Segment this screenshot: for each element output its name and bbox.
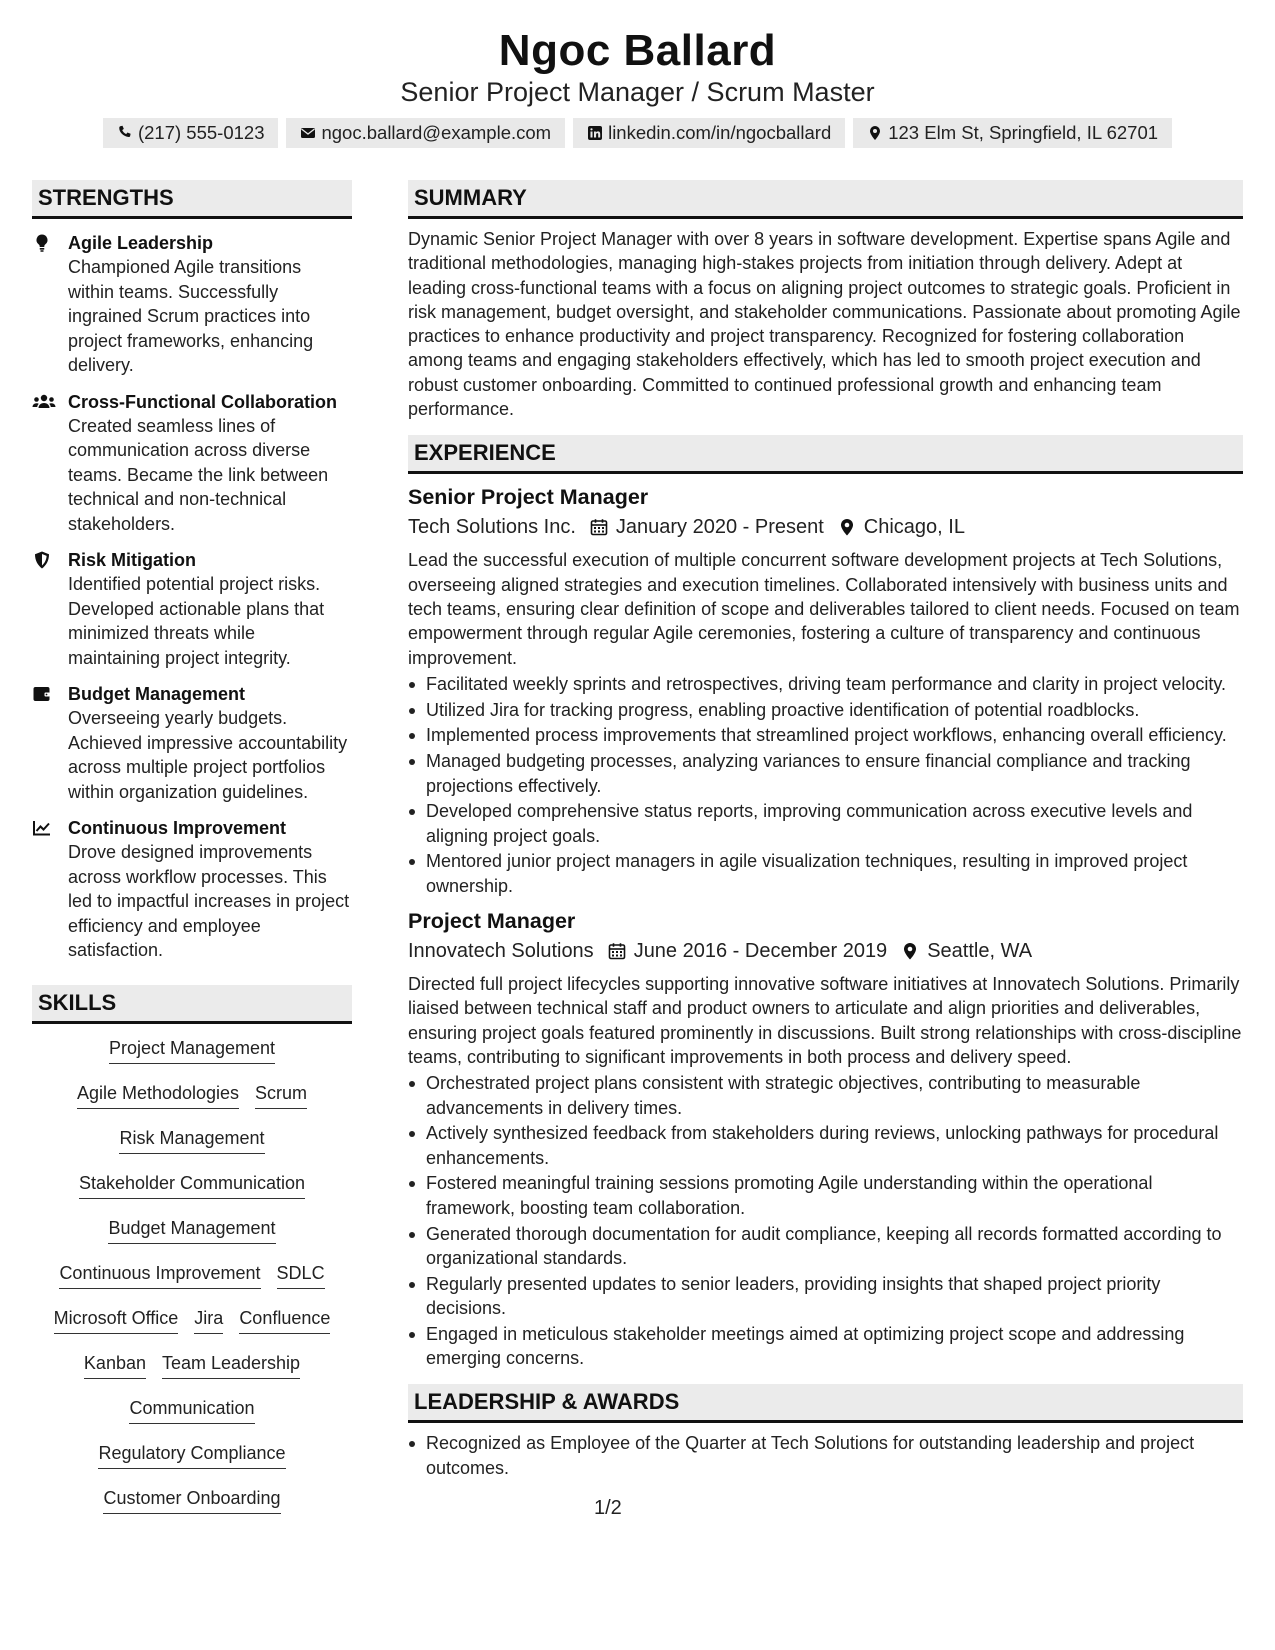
skill-tag: Team Leadership	[162, 1351, 300, 1379]
envelope-icon	[300, 125, 316, 141]
job-bullet: Actively synthesized feedback from stakeholders during reviews, unlocking pathways for procedural enhancements.	[408, 1121, 1243, 1170]
summary-heading: SUMMARY	[408, 180, 1243, 219]
skill-tag: SDLC	[277, 1261, 325, 1289]
contact-linkedin[interactable]	[573, 118, 845, 148]
job-company: Tech Solutions Inc.	[408, 516, 576, 539]
skill-tag: Risk Management	[119, 1126, 264, 1154]
strength-desc: Championed Agile transitions within teams. Successfully ingrained Scrum practices into project frameworks, enhancing delivery.	[68, 257, 314, 375]
contact-phone[interactable]	[103, 118, 279, 148]
strength-item	[32, 231, 352, 378]
shield-icon	[32, 550, 52, 570]
summary-text: Dynamic Senior Project Manager with over 8 years in software development. Expertise spans Agile and traditional methodologies, managing high-stakes projects from initiation through delivery. Adept at leading cross-functional teams with a focus on aligning project outcomes to strategic goals. Proficient in risk management, budget oversight, and stakeholder communications. Passionate about promoting Agile practices to enhance productivity and project transparency. Recognized for fostering collaboration among teams and engaging stakeholders effectively, which has led to smooth project execution and robust customer onboarding. Committed to continued professional growth and enhancing team performance.	[408, 229, 1241, 420]
job-bullet: Fostered meaningful training sessions promoting Agile understanding within the operational framework, boosting team collaboration.	[408, 1171, 1243, 1220]
job-location: Chicago, IL	[863, 516, 965, 539]
strength-title: Risk Mitigation	[68, 550, 197, 570]
job-entry	[408, 482, 1243, 898]
skill-tag: Kanban	[84, 1351, 146, 1379]
skill-tag: Customer Onboarding	[103, 1486, 280, 1514]
lightbulb-icon	[32, 233, 52, 253]
skills-heading: SKILLS	[32, 985, 352, 1024]
job-description: Lead the successful execution of multiple concurrent software development projects at Tech Solutions, overseeing aligned strategies and execution timelines. Collaborated intensively with business units and tech teams, ensuring clear definition of scope and deliverables tailored to client needs. Focused on team empowerment through regular Agile ceremonies, fostering a culture of transparency and continuous improvement.	[408, 550, 1240, 668]
job-bullets	[408, 1071, 1243, 1370]
job-title: Senior Project Manager	[408, 485, 649, 510]
linkedin-icon	[587, 125, 603, 141]
skill-tag: Budget Management	[108, 1216, 275, 1244]
map-pin-icon	[901, 942, 919, 960]
left-column	[32, 180, 352, 1531]
skills-list	[32, 1036, 352, 1531]
strength-title: Continuous Improvement	[68, 818, 287, 838]
skill-tag: Communication	[129, 1396, 254, 1424]
calendar-icon	[590, 518, 608, 536]
job-dates: January 2020 - Present	[615, 516, 824, 539]
skill-tag: Regulatory Compliance	[98, 1441, 285, 1469]
job-bullet: Orchestrated project plans consistent with strategic objectives, contributing to measurable advancements in delivery times.	[408, 1071, 1243, 1120]
skill-tag: Microsoft Office	[54, 1306, 179, 1334]
strength-desc: Created seamless lines of communication across diverse teams. Became the link between technical and non-technical stakeholders.	[68, 415, 329, 534]
experience-heading: EXPERIENCE	[408, 435, 1243, 474]
page-number: 1/2	[594, 1497, 622, 1519]
contact-email-text: ngoc.ballard@example.com	[321, 122, 552, 143]
job-bullet: Generated thorough documentation for audit compliance, keeping all records formatted according to organizational standards.	[408, 1222, 1243, 1271]
calendar-icon	[608, 942, 626, 960]
strength-title: Cross-Functional Collaboration	[68, 391, 338, 412]
skill-tag: Confluence	[239, 1306, 330, 1334]
contact-address-text: 123 Elm St, Springfield, IL 62701	[888, 122, 1159, 143]
wallet-icon	[32, 684, 52, 704]
skill-tag: Continuous Improvement	[59, 1261, 260, 1289]
contact-email[interactable]	[286, 118, 565, 148]
job-title: Project Manager	[408, 909, 576, 934]
chart-line-icon	[32, 818, 52, 838]
skill-tag: Agile Methodologies	[77, 1081, 239, 1109]
job-bullet: Managed budgeting processes, analyzing variances to ensure financial compliance and tracking projections effectively.	[408, 749, 1243, 798]
job-bullet: Utilized Jira for tracking progress, enabling proactive identification of potential roadblocks.	[408, 698, 1243, 722]
contact-linkedin-text: linkedin.com/in/ngocballard	[608, 122, 832, 143]
resume-header	[0, 0, 1275, 148]
job-bullet: Developed comprehensive status reports, improving communication across executive levels and aligning project goals.	[408, 799, 1243, 848]
job-bullet: Implemented process improvements that streamlined project workflows, enhancing overall efficiency.	[408, 723, 1243, 747]
strength-item	[32, 682, 352, 804]
strength-title: Budget Management	[68, 684, 246, 704]
job-bullet: Engaged in meticulous stakeholder meetings aimed at optimizing project scope and addressing emerging concerns.	[408, 1322, 1243, 1371]
skill-tag: Scrum	[255, 1081, 307, 1109]
strength-desc: Identified potential project risks. Developed actionable plans that minimized threats while maintaining project integrity.	[68, 574, 325, 668]
phone-icon	[117, 125, 133, 141]
job-bullet: Facilitated weekly sprints and retrospectives, driving team performance and clarity in project velocity.	[408, 672, 1243, 696]
strength-item	[32, 816, 352, 963]
job-entry	[408, 906, 1243, 1370]
job-meta	[408, 936, 1243, 966]
candidate-name: Ngoc Ballard	[498, 26, 777, 75]
job-bullet: Regularly presented updates to senior leaders, providing insights that shaped project priority decisions.	[408, 1272, 1243, 1321]
strength-desc: Overseeing yearly budgets. Achieved impressive accountability across multiple project portfolios within organization guidelines.	[68, 708, 348, 802]
job-bullets	[408, 672, 1243, 898]
strength-title: Agile Leadership	[68, 233, 214, 253]
skill-tag: Jira	[194, 1306, 223, 1334]
map-pin-icon	[867, 125, 883, 141]
leadership-bullet: Recognized as Employee of the Quarter at Tech Solutions for outstanding leadership and project outcomes.	[408, 1431, 1243, 1480]
strength-item	[32, 548, 352, 670]
strength-desc: Drove designed improvements across workflow processes. This led to impactful increases in project efficiency and employee satisfaction.	[68, 842, 350, 960]
skill-tag: Project Management	[109, 1036, 275, 1064]
job-bullet: Mentored junior project managers in agile visualization techniques, resulting in improved project ownership.	[408, 849, 1243, 898]
map-pin-icon	[838, 518, 856, 536]
job-dates: June 2016 - December 2019	[633, 940, 888, 963]
leadership-heading: LEADERSHIP & AWARDS	[408, 1384, 1243, 1423]
contact-phone-text: (217) 555-0123	[137, 122, 265, 143]
strength-item	[32, 390, 352, 537]
contact-bar	[0, 118, 1275, 148]
skill-tag: Stakeholder Communication	[79, 1171, 305, 1199]
strengths-heading: STRENGTHS	[32, 180, 352, 219]
job-company: Innovatech Solutions	[408, 940, 594, 963]
users-icon	[32, 392, 56, 412]
candidate-title: Senior Project Manager / Scrum Master	[400, 77, 875, 107]
job-meta	[408, 512, 1243, 542]
job-description: Directed full project lifecycles supporting innovative software initiatives at Innovatech Solutions. Primarily liaised between technical staff and product owners to articulate and align priorities and deliverables, ensuring project goals featured prominently in discussions. Built strong relationships with cross-discipline teams, contributing to significant improvements in both process and delivery speed.	[408, 974, 1242, 1067]
contact-address	[853, 118, 1172, 148]
leadership-bullets	[408, 1431, 1243, 1480]
right-column	[408, 180, 1243, 1481]
job-location: Seattle, WA	[927, 940, 1033, 963]
